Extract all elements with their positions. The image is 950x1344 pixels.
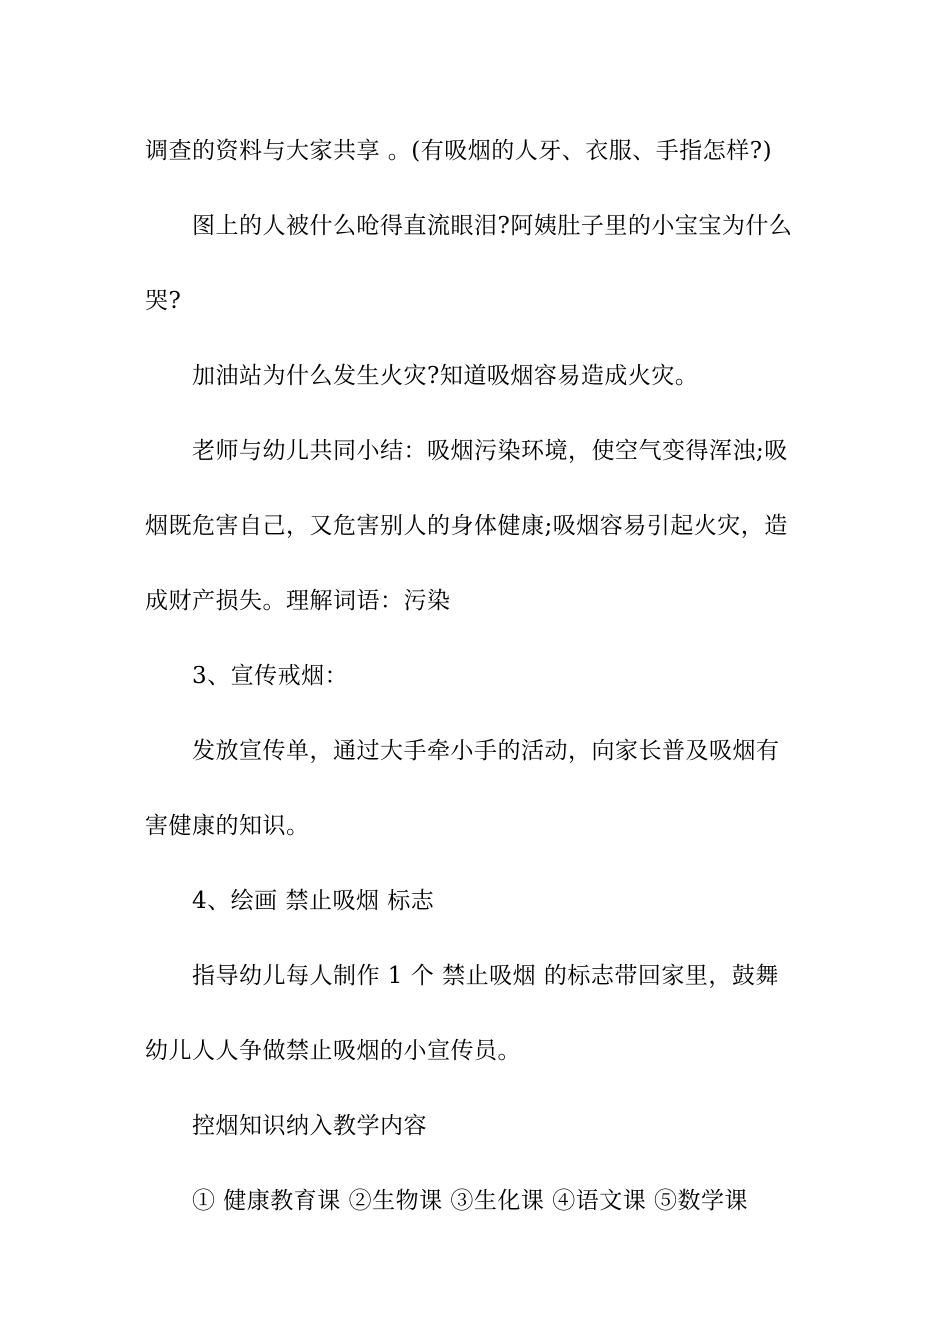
- section-heading: 4、绘画 禁止吸烟 标志: [192, 888, 435, 914]
- text-line: 成财产损失。理解词语：污染: [145, 588, 451, 614]
- text-line: 图上的人被什么呛得直流眼泪?阿姨肚子里的小宝宝为什么: [192, 213, 793, 239]
- text-line: 加油站为什么发生火灾?知道吸烟容易造成火灾。: [192, 363, 699, 389]
- text-line: 老师与幼儿共同小结：吸烟污染环境，使空气变得浑浊;吸: [192, 438, 788, 464]
- text-line: 调查的资料与大家共享 。(有吸烟的人牙、衣服、手指怎样?): [145, 138, 773, 164]
- text-line: 幼儿人人争做禁止吸烟的小宣传员。: [145, 1038, 521, 1064]
- text-line: 哭?: [145, 288, 182, 314]
- text-line: 烟既危害自己，又危害别人的身体健康;吸烟容易引起火灾，造: [145, 513, 788, 539]
- text-line: 发放宣传单，通过大手牵小手的活动，向家长普及吸烟有: [192, 738, 780, 764]
- text-line: 害健康的知识。: [145, 813, 310, 839]
- text-line: ① 健康教育课 ②生物课 ③生化课 ④语文课 ⑤数学课: [192, 1188, 749, 1214]
- text-line: 控烟知识纳入教学内容: [192, 1113, 427, 1139]
- text-line: 指导幼儿每人制作 1 个 禁止吸烟 的标志带回家里，鼓舞: [192, 963, 779, 989]
- section-heading: 3、宣传戒烟：: [192, 663, 349, 689]
